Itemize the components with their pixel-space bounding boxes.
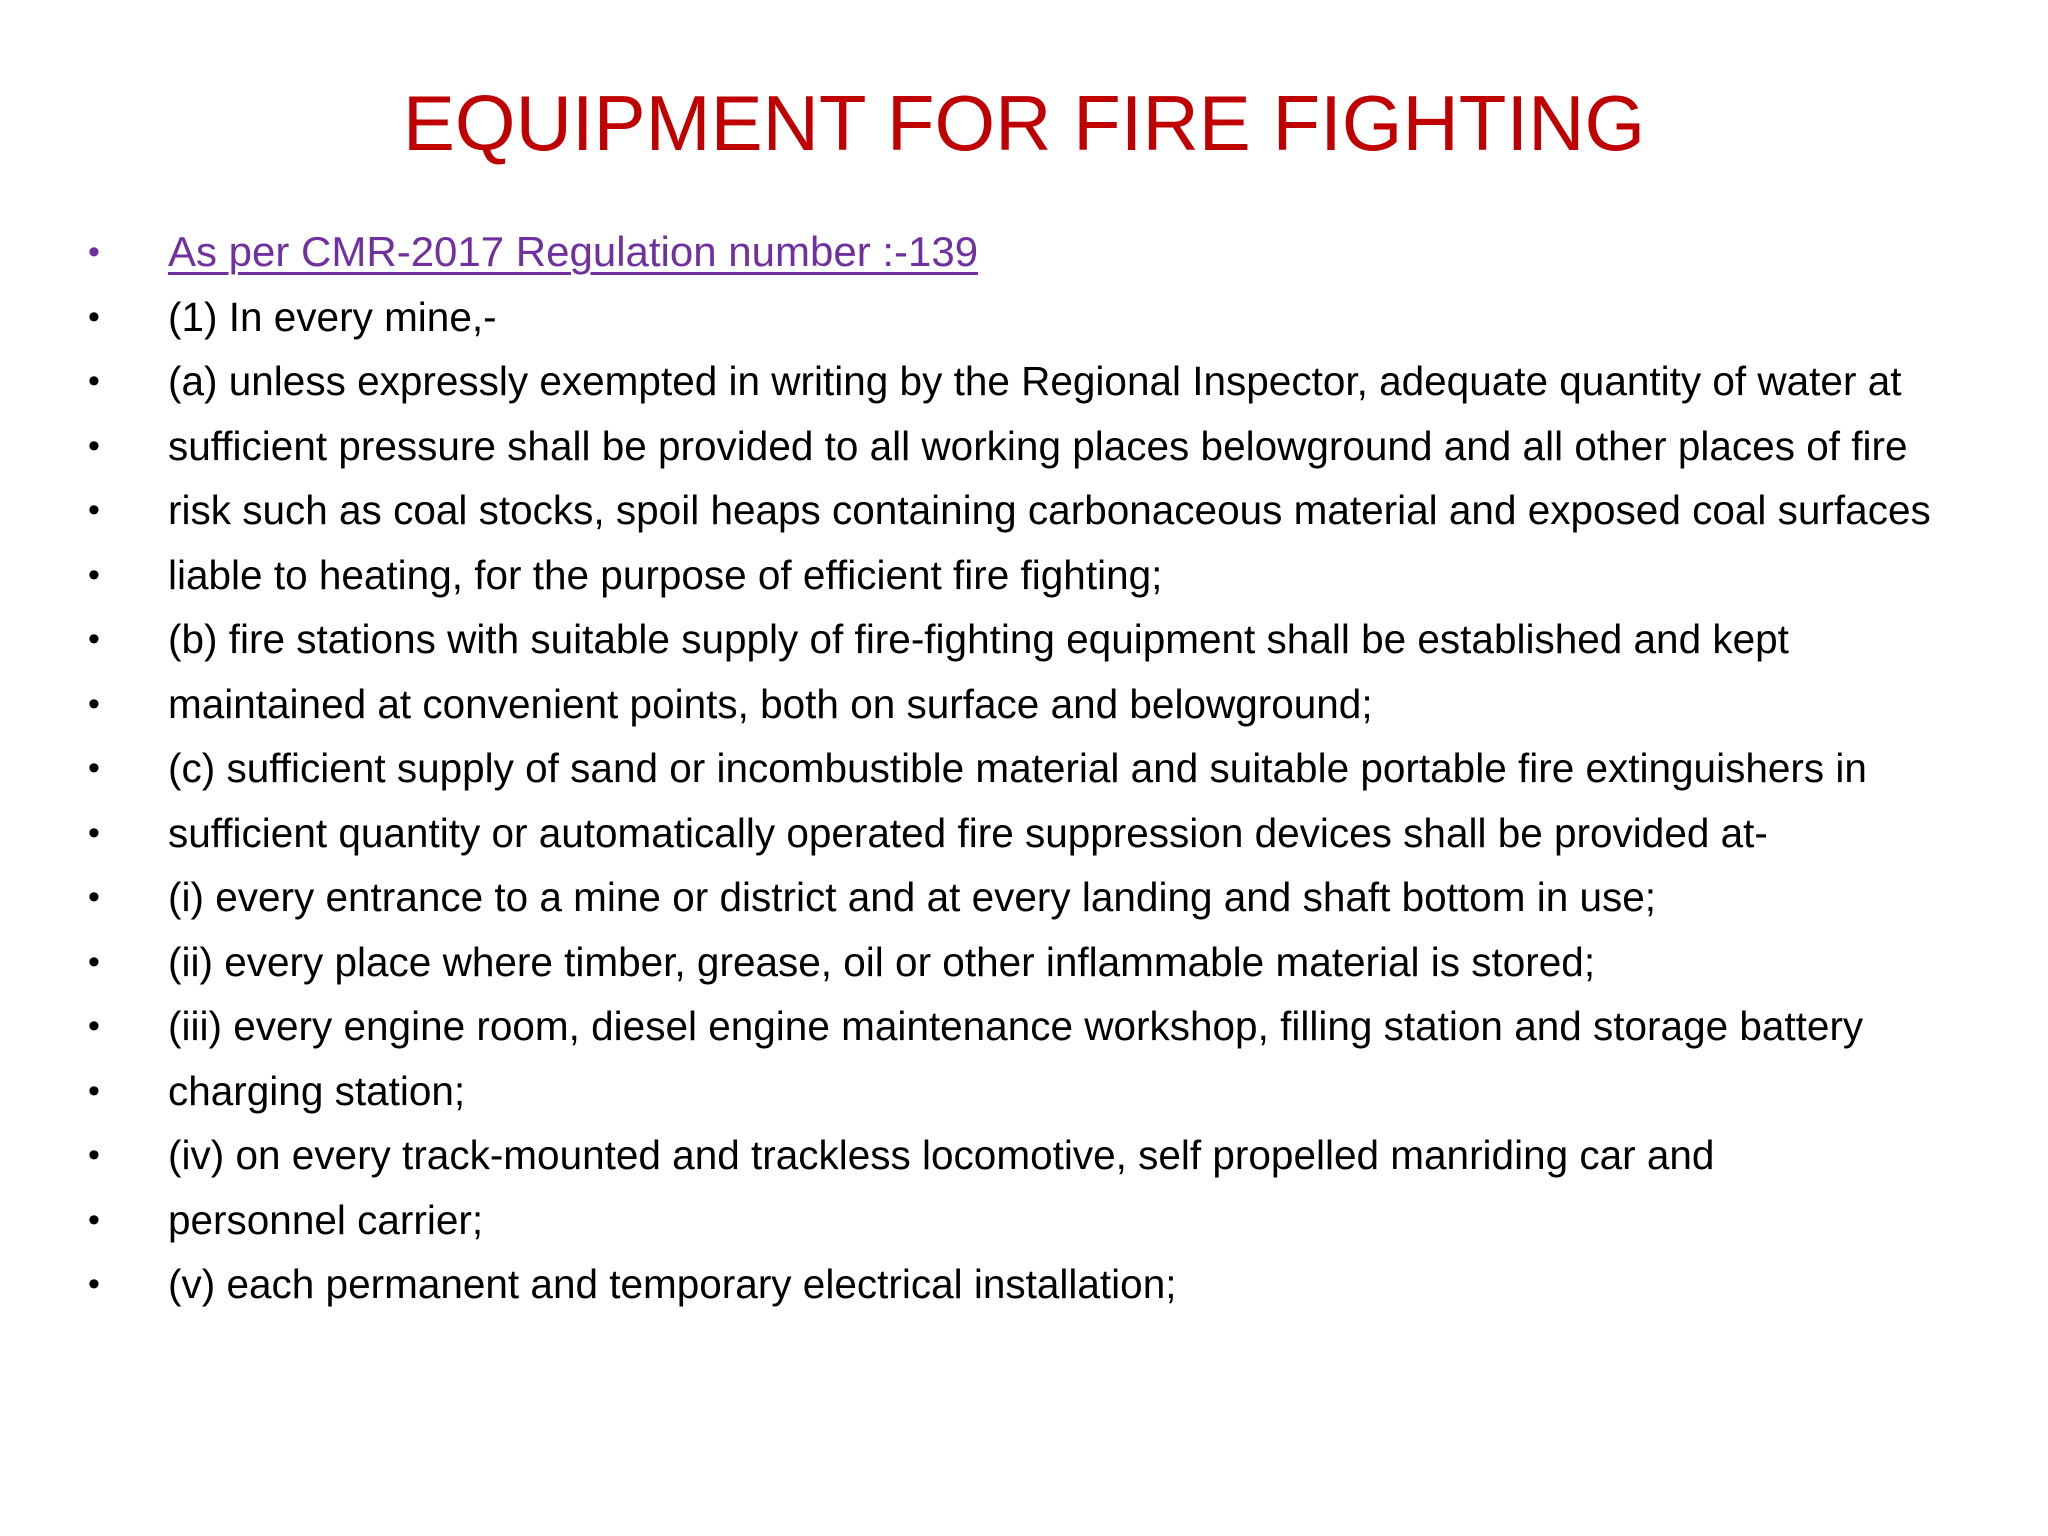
list-item-text: maintained at convenient points, both on surface and belowground; bbox=[168, 680, 1373, 727]
bullet-icon: • bbox=[88, 362, 100, 400]
bullet-icon: • bbox=[88, 942, 100, 981]
list-item bbox=[88, 930, 2028, 995]
list-item-text: personnel carrier; bbox=[168, 1196, 484, 1243]
list-item-text: (iii) every engine room, diesel engine maintenance workshop, filling station and storage battery bbox=[168, 1003, 1864, 1049]
list-item bbox=[88, 1059, 2028, 1124]
bullet-icon: • bbox=[88, 426, 100, 465]
bullet-icon: • bbox=[88, 1265, 100, 1303]
bullet-icon: • bbox=[88, 555, 100, 594]
bullet-icon: • bbox=[88, 1136, 100, 1174]
list-item-link bbox=[88, 220, 2028, 285]
bullet-icon: • bbox=[88, 1007, 100, 1045]
list-item-text: charging station; bbox=[168, 1067, 466, 1114]
bullet-icon: • bbox=[88, 684, 100, 723]
bullet-list bbox=[88, 220, 2028, 1317]
bullet-icon: • bbox=[88, 813, 100, 852]
list-item bbox=[88, 349, 2028, 414]
list-item bbox=[88, 1252, 2028, 1317]
list-item-text: (i) every entrance to a mine or district and at every landing and shaft bottom in use; bbox=[168, 874, 1657, 920]
list-item bbox=[88, 865, 2028, 930]
list-item bbox=[88, 543, 2028, 608]
list-item-text: (iv) on every track-mounted and trackless locomotive, self propelled manriding car and bbox=[168, 1132, 1715, 1178]
list-item-text: (a) unless expressly exempted in writing by the Regional Inspector, adequate quantity of water at bbox=[168, 358, 1902, 404]
slide-title: EQUIPMENT FOR FIRE FIGHTING bbox=[402, 79, 1646, 167]
list-item-text: sufficient quantity or automatically operated fire suppression devices shall be provided at- bbox=[168, 809, 1768, 856]
bullet-icon: • bbox=[88, 297, 100, 336]
bullet-icon: • bbox=[88, 1200, 100, 1239]
list-item-text: (v) each permanent and temporary electrical installation; bbox=[168, 1261, 1177, 1307]
bullet-icon: • bbox=[88, 1071, 100, 1110]
list-item bbox=[88, 1188, 2028, 1253]
list-item-text: sufficient pressure shall be provided to all working places belowground and all other places of fire bbox=[168, 422, 1908, 469]
list-item-text: (b) fire stations with suitable supply of fire-fighting equipment shall be established and kept bbox=[168, 616, 1789, 662]
list-item bbox=[88, 607, 2028, 672]
list-item bbox=[88, 414, 2028, 479]
list-item bbox=[88, 672, 2028, 737]
list-item bbox=[88, 285, 2028, 350]
bullet-icon: • bbox=[88, 620, 100, 658]
list-item bbox=[88, 801, 2028, 866]
regulation-link[interactable]: As per CMR-2017 Regulation number :-139 bbox=[168, 228, 979, 275]
list-item-text: (ii) every place where timber, grease, oil or other inflammable material is stored; bbox=[168, 938, 1596, 985]
list-item bbox=[88, 1123, 2028, 1188]
list-item-text: (c) sufficient supply of sand or incombustible material and suitable portable fire extinguishers in bbox=[168, 745, 1867, 791]
list-item-text: (1) In every mine,- bbox=[168, 293, 497, 340]
bullet-icon: • bbox=[88, 233, 100, 271]
list-item-text: risk such as coal stocks, spoil heaps containing carbonaceous material and exposed coal surfaces bbox=[168, 487, 1931, 533]
bullet-icon: • bbox=[88, 749, 100, 787]
bullet-icon: • bbox=[88, 878, 100, 916]
list-item bbox=[88, 478, 2028, 543]
bullet-icon: • bbox=[88, 491, 100, 529]
list-item-text: liable to heating, for the purpose of efficient fire fighting; bbox=[168, 551, 1163, 598]
list-item bbox=[88, 994, 2028, 1059]
list-item bbox=[88, 736, 2028, 801]
